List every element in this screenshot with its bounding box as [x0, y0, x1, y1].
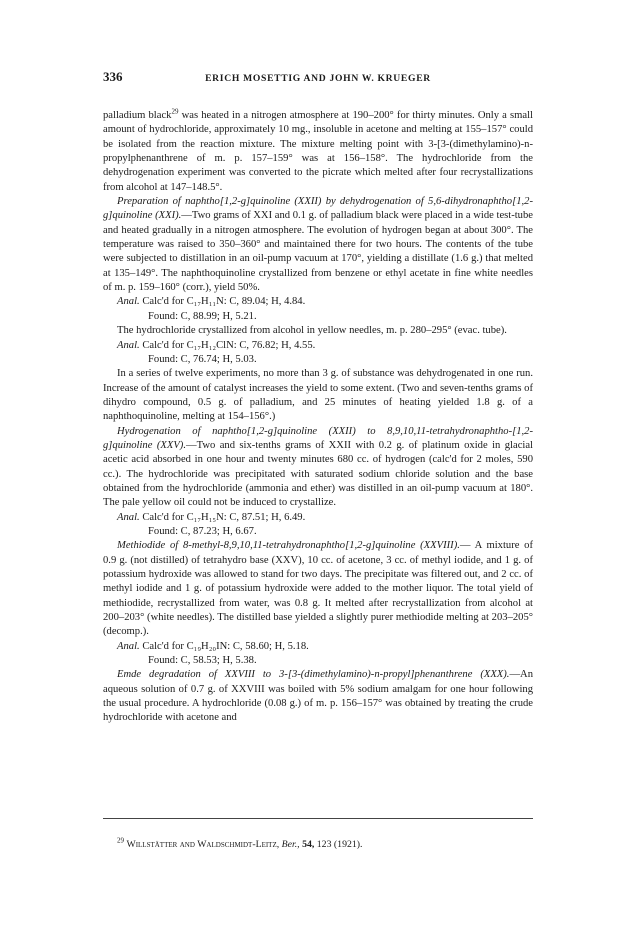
analysis-found: Found: C, 76.74; H, 5.03.	[148, 353, 257, 365]
paragraph-hydrochloride: The hydrochloride crystallized from alcohol in yellow needles, m. p. 280–295° (evac. tube).	[117, 325, 507, 337]
footnote-divider	[103, 818, 533, 819]
analysis-calculated: Anal. Calc'd for C₁₇H₁₁N: C, 89.04; H, 4.84.	[117, 296, 306, 308]
analysis-found: Found: C, 58.53; H, 5.38.	[148, 655, 257, 667]
page-number: 336	[103, 69, 123, 84]
analysis-found: Found: C, 88.99; H, 5.21.	[148, 310, 257, 322]
analysis-calculated: Anal. Calc'd for C₁₇H₁₂ClN: C, 76.82; H, 4.55.	[117, 339, 316, 351]
paragraph-hydrogenation: Hydrogenation of naphtho[1,2-g]quinoline (XXII) to 8,9,10,11-tetrahydronaphtho-[1,2-g]quinoline (XXV).—Two and six-tenths grams of XXII with 0.2 g. of platinum oxide in glacial acetic acid absorbed in one hour and twenty minutes 680 cc. of hydrogen (calc'd for 2 moles, 590 cc.). The hydrochloride was precipitated with saturated sodium chloride solution and the base obtained from the hydrochloride (ammonia and ether) was distilled in an oil-pump vacuum at 180°. The pale yellow oil could not be induced to crystallize.	[103, 425, 533, 509]
analysis-found: Found: C, 87.23; H, 6.67.	[148, 525, 257, 537]
section-title: Preparation of naphtho[1,2-g]quinoline (XXII) by dehydrogenation of 5,6-dihydronaphtho[1,2-g]quinoline (XXI).	[103, 196, 533, 222]
section-title: Emde degradation of XXVIII to 3-[3-(dimethylamino)-n-propyl]phenanthrene (XXX).	[117, 669, 510, 681]
document-page	[103, 69, 533, 850]
section-title: Methiodide of 8-methyl-8,9,10,11-tetrahydronaphtho[1,2-g]quinoline (XXVIII).	[117, 540, 460, 552]
paragraph-methiodide: Methiodide of 8-methyl-8,9,10,11-tetrahydronaphtho[1,2-g]quinoline (XXVIII).— A mixture of 0.9 g. (not distilled) of tetrahydro base (XXV), 10 cc. of acetone, 3 cc. of methyl iodide, and 1 g. of potassium hydroxide was allowed to stand for two days. The precipitate was filtered out, and 2 cc. of methyl iodide and 1 g. of potassium hydroxide were added to the mother liquor. The total yield of methiodide, recrystallized from water, was 0.8 g. It melted after recrystallization from alcohol at 200–203° (white needles). The distilled base yielded a slightly purer methiodide melting at 203–205° (decomp.).	[103, 540, 533, 638]
section-title: Hydrogenation of naphtho[1,2-g]quinoline (XXII) to 8,9,10,11-tetrahydronaphtho-[1,2-g]quinoline (XXV).	[103, 425, 533, 451]
paragraph-emde-degradation: Emde degradation of XXVIII to 3-[3-(dimethylamino)-n-propyl]phenanthrene (XXX).—An aqueous solution of 0.7 g. of XXVIII was boiled with 5% sodium amalgam for one hour following the usual procedure. A hydrochloride (0.08 g.) of m. p. 156–157° was obtained by treating the crude hydrochloride with acetone and	[103, 669, 533, 724]
paragraph-1: palladium black$^{29}$ was heated in a nitrogen atmosphere at 190–200° for thirty minutes. Only a small amount of hydrochloride, approximately 10 mg., insoluble in acetone and melting at 155–157° could be isolated from the reaction mixture. The mixture melting point with 3-[3-(dimethylamino)-n-propylphenanthrene of m. p. 157–159° was at 156–158°. The hydrochloride from the dehydrogenation experiment was converted to the picrate which melted after four recrystallizations from alcohol at 147–148.5°.	[103, 107, 533, 193]
analysis-calculated: Anal. Calc'd for C₁₉H₂₀IN: C, 58.60; H, 5.18.	[117, 640, 309, 652]
page-header	[103, 70, 533, 86]
footnote-reference[interactable]: 29	[171, 107, 179, 116]
running-head: ERICH MOSETTIG AND JOHN W. KRUEGER	[205, 73, 431, 84]
paragraph-experiment-series: In a series of twelve experiments, no more than 3 g. of substance was dehydrogenated in one run. Increase of the amount of catalyst increases the yield to some extent. (Two and seven-tenths grams of dihydro compound, 0.5 g. of palladium, and 25 minutes of heating yielded 1.8 g. of a naphthoquinoline, melting at 154–156°.)	[103, 368, 533, 423]
footnote-marker: 29	[117, 836, 124, 845]
analysis-calculated: Anal. Calc'd for C₁₇H₁₅N: C, 87.51; H, 6.49.	[117, 511, 306, 523]
paragraph-naphthoquinoline-preparation: Preparation of naphtho[1,2-g]quinoline (XXII) by dehydrogenation of 5,6-dihydronaphtho[1,2-g]quinoline (XXI).—Two grams of XXI and 0.1 g. of palladium black were placed in a wide test-tube and heated gradually in a nitrogen atmosphere. The evolution of hydrogen began at about 300°. The temperature was raised to 350–360° and maintained there for two hours. The contents of the tube were subjected to distillation in an oil-pump vacuum at 170°, yielding a distillate (1.6 g.) that melted at 135–149°. The naphthoquinoline crystallized from benzene or ethyl acetate in fine white needles of m. p. 159–160° (corr.), yield 50%.	[103, 196, 533, 294]
footnote: $^{29}$ Willstätter and Waldschmidt-Leitz, Ber., 54, 123 (1921).	[117, 836, 363, 850]
